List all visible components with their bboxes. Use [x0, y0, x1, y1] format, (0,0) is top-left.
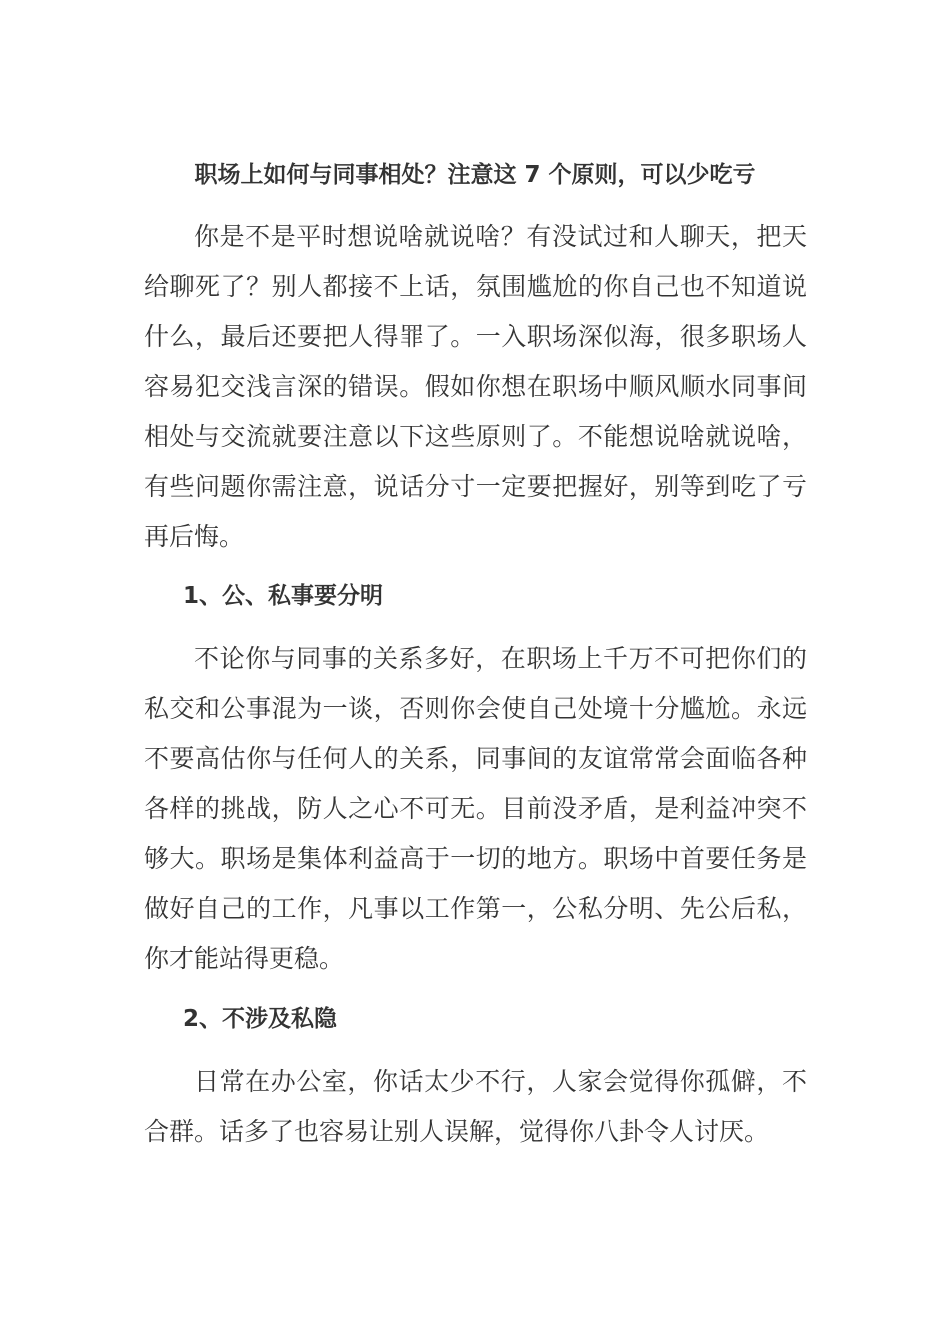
- section-heading-2: 2、不涉及私隐: [183, 1006, 338, 1032]
- section-body-2: 日常在办公室，你话太少不行，人家会觉得你孤僻，不合群。话多了也容易让别人误解，觉得你八卦令人讨厌。: [144, 1067, 807, 1146]
- article-title: 职场上如何与同事相处？注意这 7 个原则，可以少吃亏: [194, 162, 756, 188]
- intro-paragraph: 你是不是平时想说啥就说啥？有没试过和人聊天，把天给聊死了？别人都接不上话，氛围尴尬的你自己也不知道说什么，最后还要把人得罪了。一入职场深似海，很多职场人容易犯交浅言深的错误。假如你想在职场中顺风顺水同事间相处与交流就要注意以下这些原则了。不能想说啥就说啥，有些问题你需注意，说话分寸一定要把握好，别等到吃了亏再后悔。: [144, 222, 807, 551]
- section-heading-1: 1、公、私事要分明: [183, 583, 384, 609]
- section-body-1: 不论你与同事的关系多好，在职场上千万不可把你们的私交和公事混为一谈，否则你会使自己处境十分尴尬。永远不要高估你与任何人的关系，同事间的友谊常常会面临各种各样的挑战，防人之心不可无。目前没矛盾，是利益冲突不够大。职场是集体利益高于一切的地方。职场中首要任务是做好自己的工作，凡事以工作第一，公私分明、先公后私，你才能站得更稳。: [144, 644, 807, 973]
